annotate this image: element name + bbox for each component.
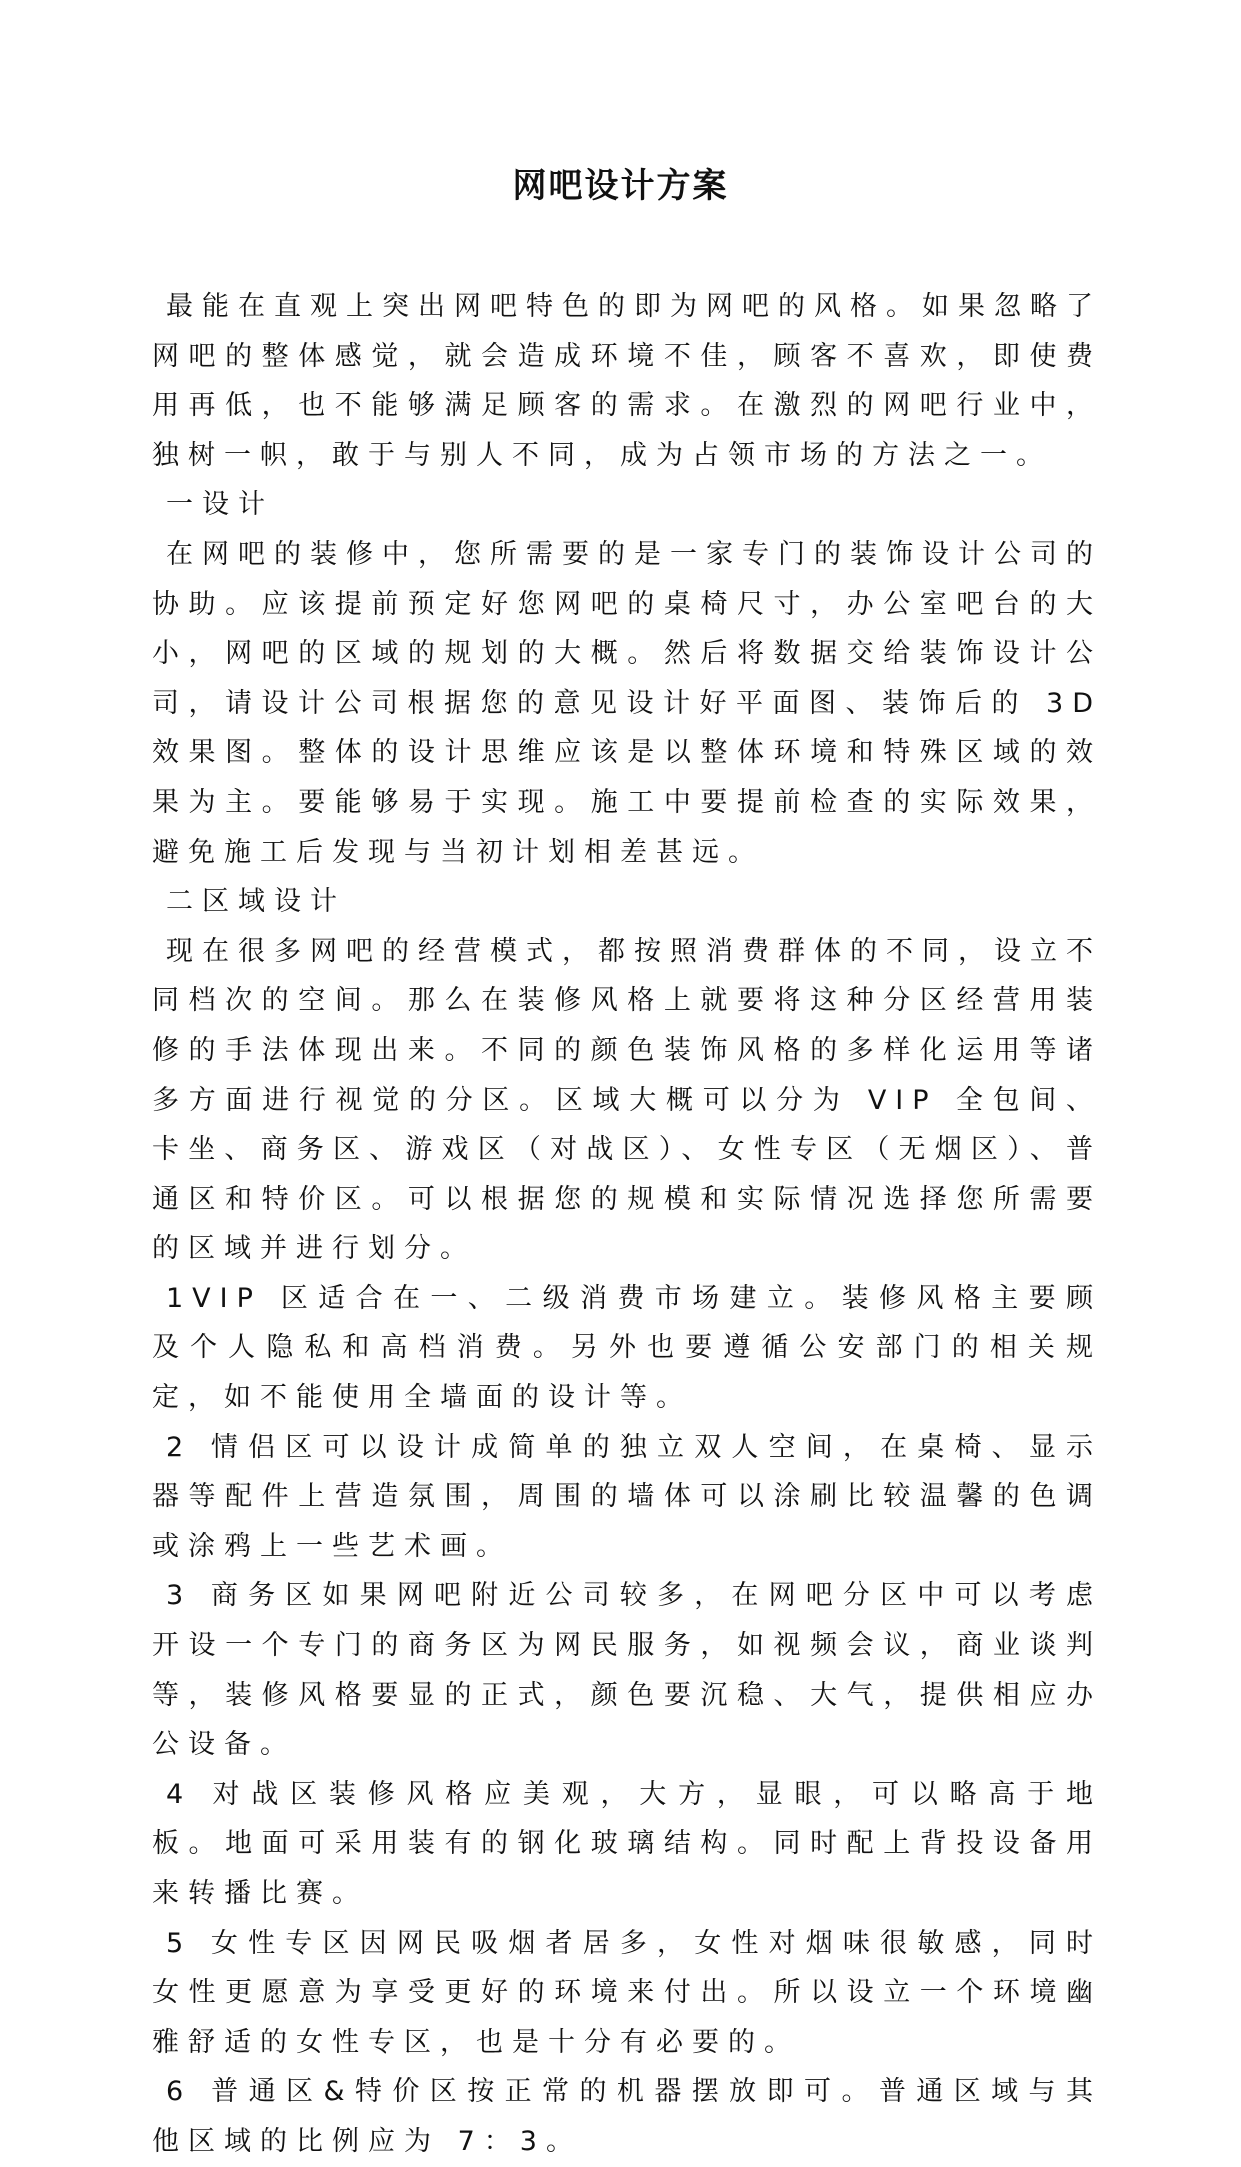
section-heading-design: 一设计 [166, 489, 274, 521]
intro-paragraph: 最能在直观上突出网吧特色的即为网吧的风格。如果忽略了网吧的整体感觉，就会造成环境不佳，顾客不喜欢，即使费用再低，也不能够满足顾客的需求。在激烈的网吧行业中，独树一帜，敢于与别人不同，成为占领市场的方法之一。 [152, 291, 1102, 471]
couple-zone-paragraph: 2 情侣区可以设计成简单的独立双人空间，在桌椅、显示器等配件上营造氛围，周围的墙体可以涂刷比较温馨的色调或涂鸦上一些艺术画。 [152, 1431, 1102, 1562]
section-heading-zone-design: 二区域设计 [166, 886, 346, 918]
regular-zone-paragraph: 6 普通区&特价区按正常的机器摆放即可。普通区域与其他区域的比例应为 7：3。 [152, 2076, 1102, 2157]
business-zone-paragraph: 3 商务区如果网吧附近公司较多，在网吧分区中可以考虑开设一个专门的商务区为网民服务，如视频会议，商业谈判等，装修风格要显的正式，颜色要沉稳、大气，提供相应办公设备。 [152, 1580, 1102, 1761]
vip-zone-paragraph: 1VIP 区适合在一、二级消费市场建立。装修风格主要顾及个人隐私和高档消费。另外也要遵循公安部门的相关规定，如不能使用全墙面的设计等。 [152, 1282, 1102, 1414]
document-body [152, 282, 1102, 2167]
female-zone-paragraph: 5 女性专区因网民吸烟者居多，女性对烟味很敏感，同时女性更愿意为享受更好的环境来付出。所以设立一个环境幽雅舒适的女性专区，也是十分有必要的。 [152, 1927, 1102, 2058]
battle-zone-paragraph: 4 对战区装修风格应美观，大方，显眼，可以略高于地板。地面可采用装有的钢化玻璃结构。同时配上背投设备用来转播比赛。 [152, 1778, 1102, 1909]
document-title: 网吧设计方案 [512, 166, 729, 206]
zone-design-paragraph: 现在很多网吧的经营模式，都按照消费群体的不同，设立不同档次的空间。那么在装修风格上就要将这种分区经营用装修的手法体现出来。不同的颜色装饰风格的多样化运用等诸多方面进行视觉的分区。区域大概可以分为 VIP 全包间、卡坐、商务区、游戏区（对战区）、女性专区（无烟区）、普通区和特价区。可以根据您的规模和实际情况选择您所需要的区域并进行划分。 [152, 935, 1102, 1265]
design-paragraph: 在网吧的装修中，您所需要的是一家专门的装饰设计公司的协助。应该提前预定好您网吧的桌椅尺寸，办公室吧台的大小，网吧的区域的规划的大概。然后将数据交给装饰设计公司，请设计公司根据您的意见设计好平面图、装饰后的 3D 效果图。整体的设计思维应该是以整体环境和特殊区域的效果为主。要能够易于实现。施工中要提前检查的实际效果，避免施工后发现与当初计划相差甚远。 [152, 538, 1102, 868]
